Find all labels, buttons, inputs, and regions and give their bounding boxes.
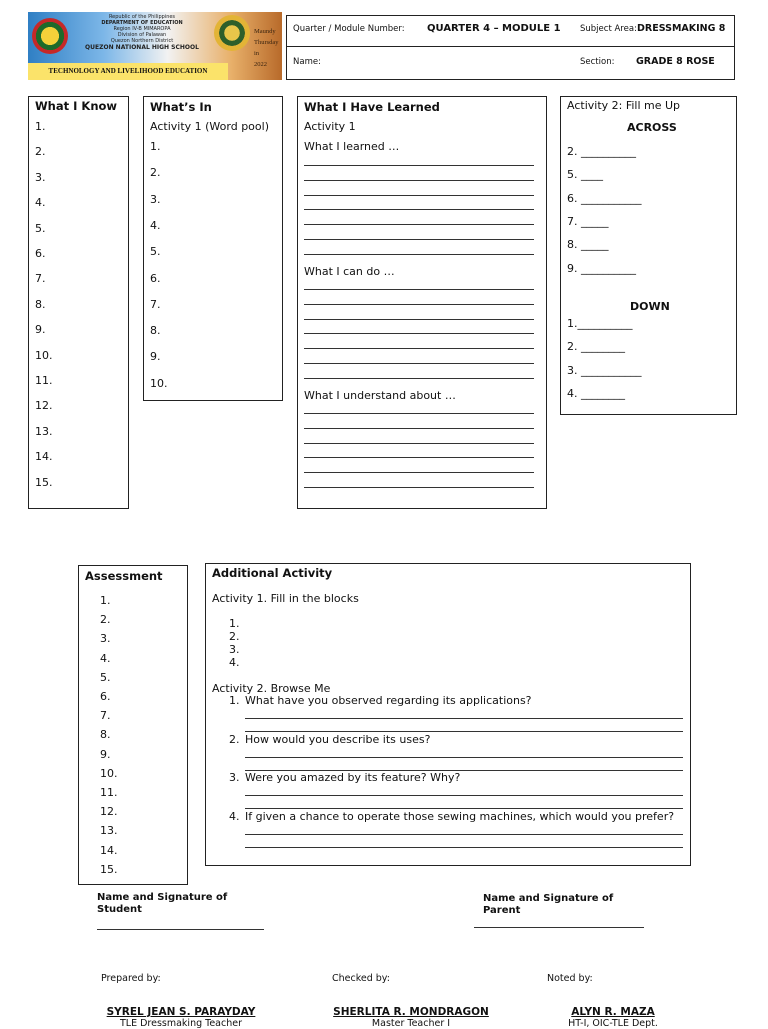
list-item: 2. — [150, 166, 161, 180]
down-item: 3. ___________ — [567, 363, 642, 377]
additional-title: Additional Activity — [212, 566, 333, 580]
answer-line[interactable] — [245, 718, 683, 719]
list-item: 2. — [35, 145, 46, 159]
down-item: 2. ________ — [567, 340, 625, 354]
subject-value: DRESSMAKING 8 — [637, 23, 726, 34]
fill-me-up-title: Activity 2: Fill me Up — [567, 99, 681, 112]
checked-by-block — [326, 1006, 496, 1029]
down-item: 1.__________ — [567, 317, 633, 330]
across-item: 6. ___________ — [567, 191, 642, 205]
whats-in-title: What’s In — [150, 100, 212, 114]
noted-label: Noted by: — [547, 973, 593, 984]
answer-line[interactable] — [245, 834, 683, 835]
banner-line-2: DEPARTMENT OF EDUCATION — [101, 20, 183, 26]
whats-in-box — [143, 96, 283, 401]
learned-title: What I Have Learned — [304, 100, 440, 114]
list-item: 7. — [100, 709, 111, 723]
student-signature-label: Name and Signature of Student — [97, 892, 228, 915]
question-text: What have you observed regarding its applications? — [245, 694, 532, 707]
whats-in-subtitle: Activity 1 (Word pool) — [150, 120, 269, 133]
noted-by-block — [553, 1006, 673, 1029]
fill-me-up-box — [560, 96, 737, 415]
question-number: 2. — [229, 732, 240, 746]
across-item: 9. __________ — [567, 261, 636, 275]
answer-line[interactable] — [304, 363, 534, 364]
answer-line[interactable] — [304, 165, 534, 166]
banner-line-5: Quezon Northern District — [110, 38, 174, 44]
list-item: 10. — [150, 376, 168, 390]
prepared-name: SYREL JEAN S. PARAYDAY — [106, 1006, 256, 1018]
answer-line[interactable] — [304, 413, 534, 414]
list-item: 3. — [35, 170, 46, 184]
section-label: Section: — [580, 57, 615, 67]
list-item: 3. — [150, 192, 161, 206]
learned-prompt-1: What I learned … — [304, 140, 400, 153]
assessment-box — [78, 565, 188, 885]
answer-line[interactable] — [304, 180, 534, 181]
answer-line[interactable] — [304, 254, 534, 255]
answer-line[interactable] — [304, 378, 534, 379]
quarter-value: QUARTER 4 – MODULE 1 — [427, 23, 561, 34]
list-item: 5. — [35, 221, 46, 235]
list-item: 6. — [35, 247, 46, 260]
parent-signature-line[interactable] — [474, 927, 644, 928]
learned-box — [297, 96, 547, 509]
list-item: 7. — [150, 297, 161, 311]
answer-line[interactable] — [245, 795, 683, 796]
list-item: 8. — [35, 297, 46, 311]
question-text: If given a chance to operate those sewing machines, which would you prefer? — [245, 809, 675, 823]
answer-line[interactable] — [304, 239, 534, 240]
down-label: DOWN — [630, 300, 670, 313]
noted-title: HT-I, OIC-TLE Dept. — [568, 1018, 658, 1029]
list-item: 15. — [35, 475, 53, 489]
banner-line-4: Division of Palawan — [117, 32, 167, 38]
banner-tle-strip: TECHNOLOGY AND LIVELIHOOD EDUCATION — [28, 63, 228, 80]
answer-line[interactable] — [304, 348, 534, 349]
header-info-box — [286, 15, 735, 80]
school-banner — [28, 12, 282, 80]
list-item: 10. — [100, 766, 118, 780]
across-label: ACROSS — [627, 121, 677, 134]
banner-side-text: Maundy Thursday in 2022 — [254, 28, 279, 68]
list-item: 6. — [100, 690, 111, 703]
list-item: 9. — [150, 350, 161, 364]
answer-line[interactable] — [304, 333, 534, 334]
list-item: 12. — [100, 805, 118, 819]
across-item: 7. _____ — [567, 214, 609, 228]
banner-line-1: Republic of the Philippines — [108, 14, 176, 20]
activity-2-label: Activity 2. Browse Me — [212, 682, 331, 695]
additional-box — [205, 563, 691, 866]
list-item: 8. — [100, 728, 111, 742]
answer-line[interactable] — [304, 209, 534, 210]
answer-line[interactable] — [245, 847, 683, 848]
block-item: 2. — [229, 629, 240, 643]
prepared-title: TLE Dressmaking Teacher — [119, 1018, 242, 1029]
list-item: 8. — [150, 324, 161, 338]
deped-seal-icon — [32, 18, 68, 54]
answer-line[interactable] — [304, 487, 534, 488]
list-item: 9. — [35, 323, 46, 337]
list-item: 14. — [100, 843, 118, 857]
subject-label: Subject Area: — [580, 24, 637, 34]
student-signature-line[interactable] — [97, 929, 264, 930]
noted-name: ALYN R. MAZA — [571, 1006, 655, 1018]
answer-line[interactable] — [304, 195, 534, 196]
answer-line[interactable] — [304, 428, 534, 429]
what-i-know-title: What I Know — [35, 99, 118, 113]
banner-school: QUEZON NATIONAL HIGH SCHOOL — [85, 44, 199, 51]
list-item: 12. — [35, 399, 53, 413]
list-item: 7. — [35, 272, 46, 286]
list-item: 4. — [100, 651, 111, 665]
list-item: 5. — [100, 670, 111, 684]
down-item: 4. ________ — [567, 386, 625, 400]
question-number: 3. — [229, 771, 240, 784]
learned-prompt-3: What I understand about … — [304, 389, 456, 402]
answer-line[interactable] — [245, 757, 683, 758]
assessment-title: Assessment — [85, 569, 163, 583]
answer-line[interactable] — [304, 472, 534, 473]
list-item: 13. — [100, 824, 118, 838]
list-item: 4. — [150, 218, 161, 232]
quarter-label: Quarter / Module Number: — [293, 24, 405, 34]
across-item: 8. _____ — [567, 238, 609, 252]
across-item: 2. __________ — [567, 145, 636, 158]
answer-line[interactable] — [304, 457, 534, 458]
name-label: Name: — [293, 57, 321, 67]
answer-line[interactable] — [304, 304, 534, 305]
learned-activity: Activity 1 — [304, 120, 356, 133]
list-item: 4. — [35, 196, 46, 210]
question-text: How would you describe its uses? — [245, 732, 431, 746]
answer-line[interactable] — [304, 443, 534, 444]
question-number: 1. — [229, 694, 240, 707]
checked-title: Master Teacher I — [371, 1018, 451, 1029]
block-item: 4. — [229, 655, 240, 669]
list-item: 6. — [150, 271, 161, 285]
activity-1-label: Activity 1. Fill in the blocks — [212, 592, 359, 605]
across-item: 5. ____ — [567, 168, 603, 182]
section-value: GRADE 8 ROSE — [636, 56, 715, 67]
what-i-know-box — [28, 96, 129, 509]
list-item: 10. — [35, 348, 53, 362]
learned-prompt-2: What I can do … — [304, 265, 395, 278]
list-item: 5. — [150, 245, 161, 259]
list-item: 14. — [35, 450, 53, 464]
question-number: 4. — [229, 809, 240, 823]
list-item: 9. — [100, 747, 111, 761]
banner-line-3: Region IV-B MIMAROPA — [113, 26, 171, 32]
school-seal-icon — [214, 15, 250, 51]
list-item: 3. — [100, 632, 111, 646]
list-item: 11. — [100, 786, 118, 799]
block-item: 3. — [229, 642, 240, 656]
answer-line[interactable] — [304, 224, 534, 225]
list-item: 13. — [35, 424, 53, 438]
checked-label: Checked by: — [332, 973, 390, 984]
list-item: 15. — [100, 862, 118, 876]
list-item: 2. — [100, 613, 111, 627]
parent-signature-label: Name and Signature of Parent — [483, 893, 614, 916]
checked-name: SHERLITA R. MONDRAGON — [333, 1006, 489, 1018]
prepared-by-block — [96, 1006, 266, 1029]
question-text: Were you amazed by its feature? Why? — [245, 771, 461, 784]
list-item: 1. — [150, 140, 161, 153]
prepared-label: Prepared by: — [101, 973, 161, 984]
answer-line[interactable] — [304, 319, 534, 320]
list-item: 1. — [35, 120, 46, 133]
block-item: 1. — [229, 617, 240, 630]
list-item: 11. — [35, 374, 53, 387]
list-item: 1. — [100, 594, 111, 607]
answer-line[interactable] — [304, 289, 534, 290]
